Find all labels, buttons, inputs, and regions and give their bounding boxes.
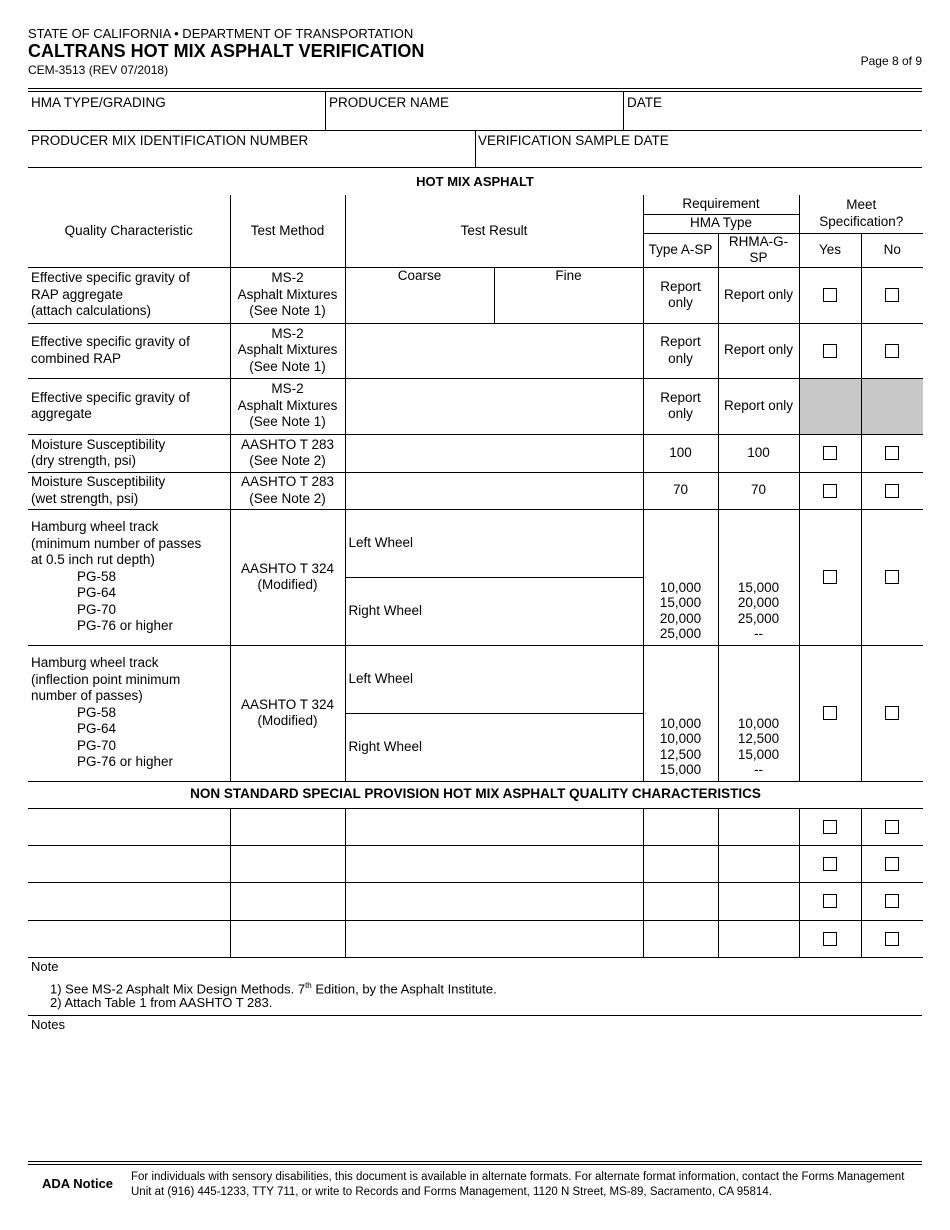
requirement-input[interactable]	[643, 882, 718, 920]
requirement-value: --	[754, 762, 763, 777]
no-cell	[861, 323, 923, 378]
quality-text: Hamburg wheel track	[31, 655, 159, 671]
col-header-quality: Quality Characteristic	[28, 195, 230, 267]
requirement-rhma: 70	[718, 472, 799, 509]
right-wheel-label: Right Wheel	[348, 602, 423, 618]
method-cell	[230, 267, 345, 323]
no-cell	[861, 472, 923, 509]
requirement-rhma: 100	[718, 434, 799, 472]
note-1-text: 1) See MS-2 Asphalt Mix Design Methods. 7	[50, 981, 306, 997]
no-checkbox[interactable]	[885, 288, 899, 302]
yes-cell	[799, 509, 861, 645]
quality-input[interactable]	[28, 920, 230, 957]
no-cell	[861, 267, 923, 323]
table-row	[28, 882, 923, 920]
requirement-value: 10,000	[659, 715, 702, 731]
grade-text: PG-70	[77, 737, 117, 753]
quality-text: combined RAP	[31, 350, 122, 366]
yes-checkbox[interactable]	[823, 894, 837, 908]
producer-name-field[interactable]: PRODUCER NAME	[329, 95, 450, 110]
yes-cell	[799, 267, 861, 323]
no-cell	[861, 882, 923, 920]
yes-checkbox[interactable]	[823, 820, 837, 834]
yes-checkbox[interactable]	[823, 706, 837, 720]
method-cell	[230, 645, 345, 781]
ada-text: For individuals with sensory disabilities, this document is available in alternate formats. For alternate format information, contact the Forms Management Unit at (916) 445-1233, TTY 711, or write to Records and Forms Management, 1120 N Street, MS-89, Sacramento, CA 95814.	[131, 1171, 905, 1198]
method-cell	[230, 378, 345, 434]
hma-type-field[interactable]: HMA TYPE/GRADING	[31, 95, 166, 110]
method-input[interactable]	[230, 808, 345, 845]
requirement-rhma: Report only	[718, 323, 799, 378]
method-text: MS-2	[271, 381, 304, 397]
form-title: CALTRANS HOT MIX ASPHALT VERIFICATION	[28, 41, 425, 61]
table-row	[28, 509, 923, 577]
requirement-rhma: Report only	[718, 378, 799, 434]
col-header-yes: Yes	[799, 233, 861, 267]
requirement-input[interactable]	[643, 808, 718, 845]
method-text: MS-2	[271, 325, 304, 341]
requirement-value: 25,000	[737, 610, 780, 626]
requirement-input[interactable]	[718, 845, 799, 882]
result-input[interactable]	[345, 882, 643, 920]
requirement-input[interactable]	[718, 920, 799, 957]
note-1-sup: th	[305, 981, 312, 990]
yes-cell	[799, 808, 861, 845]
form-number: CEM-3513 (REV 07/2018)	[28, 63, 169, 77]
divider	[28, 91, 922, 92]
quality-text: Effective specific gravity of	[31, 389, 190, 405]
no-checkbox[interactable]	[885, 446, 899, 460]
agency-line: STATE OF CALIFORNIA • DEPARTMENT OF TRANSPORTATION	[28, 26, 414, 41]
no-cell-disabled	[861, 378, 923, 434]
right-wheel-input[interactable]	[345, 577, 643, 645]
method-text: Asphalt Mixtures	[237, 286, 338, 302]
method-text: (See Note 1)	[249, 358, 326, 374]
yes-cell	[799, 845, 861, 882]
quality-text: number of passes)	[31, 688, 143, 704]
method-text: (See Note 1)	[249, 303, 326, 319]
ada-label: ADA Notice	[42, 1176, 114, 1191]
requirement-rhma: Report only	[718, 267, 799, 323]
col-header-rhma: RHMA-G-SP	[718, 233, 799, 267]
method-cell	[230, 434, 345, 472]
page-number: Page 8 of 9	[860, 54, 922, 68]
grade-text: PG-58	[77, 568, 117, 584]
yes-cell	[799, 434, 861, 472]
grade-text: PG-70	[77, 601, 117, 617]
quality-cell	[28, 323, 230, 378]
result-input[interactable]	[345, 472, 643, 509]
notes-input[interactable]	[28, 1036, 922, 1156]
no-checkbox[interactable]	[885, 706, 899, 720]
requirement-input[interactable]	[718, 808, 799, 845]
requirement-type-a	[643, 645, 718, 781]
method-cell	[230, 509, 345, 645]
quality-text: aggregate	[31, 406, 92, 421]
requirement-value: 15,000	[659, 595, 702, 610]
quality-text: (inflection point minimum	[31, 671, 181, 687]
quality-text: at 0.5 inch rut depth)	[31, 552, 155, 568]
divider	[28, 1015, 922, 1016]
mix-id-field[interactable]: PRODUCER MIX IDENTIFICATION NUMBER	[31, 133, 309, 148]
requirement-type-a: 70	[643, 472, 718, 509]
sample-date-field[interactable]: VERIFICATION SAMPLE DATE	[478, 133, 669, 148]
requirement-type-a: Report only	[643, 378, 718, 434]
quality-cell	[28, 509, 230, 645]
no-checkbox[interactable]	[885, 484, 899, 498]
requirement-rhma	[718, 509, 799, 645]
requirement-value: 12,500	[659, 746, 702, 762]
yes-checkbox[interactable]	[823, 857, 837, 871]
yes-cell	[799, 920, 861, 957]
result-input[interactable]	[345, 845, 643, 882]
no-checkbox[interactable]	[885, 344, 899, 358]
requirement-type-a: Report only	[643, 323, 718, 378]
divider	[325, 92, 326, 130]
requirement-value: 12,500	[737, 731, 780, 746]
table-row	[28, 645, 923, 713]
method-cell	[230, 323, 345, 378]
table-row	[28, 434, 923, 472]
result-input[interactable]	[345, 323, 643, 378]
quality-text: (wet strength, psi)	[31, 490, 139, 506]
table-row	[28, 808, 923, 845]
divider	[28, 1161, 922, 1162]
left-wheel-label: Left Wheel	[348, 534, 414, 550]
method-text: (See Note 2)	[249, 490, 326, 506]
quality-text: (dry strength, psi)	[31, 453, 137, 468]
table-row	[28, 323, 923, 378]
no-cell	[861, 920, 923, 957]
col-header-no: No	[861, 233, 923, 267]
yes-checkbox[interactable]	[823, 446, 837, 460]
no-checkbox[interactable]	[885, 820, 899, 834]
method-text: Asphalt Mixtures	[237, 342, 338, 358]
quality-cell	[28, 378, 230, 434]
quality-input[interactable]	[28, 845, 230, 882]
requirement-value: 10,000	[737, 715, 780, 731]
method-text: Asphalt Mixtures	[237, 397, 338, 413]
no-checkbox[interactable]	[885, 894, 899, 908]
col-header-result: Test Result	[345, 195, 643, 267]
divider	[623, 92, 624, 130]
left-wheel-input[interactable]	[345, 645, 643, 713]
requirement-input[interactable]	[718, 882, 799, 920]
method-text: MS-2	[271, 270, 304, 286]
result-input[interactable]	[345, 378, 643, 434]
method-text: (See Note 2)	[249, 453, 326, 468]
right-wheel-input[interactable]	[345, 713, 643, 781]
result-input[interactable]	[345, 434, 643, 472]
coarse-label: Coarse	[397, 267, 442, 283]
no-checkbox[interactable]	[885, 932, 899, 946]
yes-checkbox[interactable]	[823, 932, 837, 946]
fine-label: Fine	[555, 267, 582, 283]
yes-checkbox[interactable]	[823, 288, 837, 302]
requirement-type-a: Report only	[643, 267, 718, 323]
no-cell	[861, 434, 923, 472]
divider	[28, 1164, 922, 1165]
requirement-input[interactable]	[643, 845, 718, 882]
result-input[interactable]	[345, 920, 643, 957]
requirement-value: 15,000	[737, 746, 780, 762]
yes-checkbox[interactable]	[823, 570, 837, 584]
result-coarse-input[interactable]	[345, 267, 494, 323]
yes-cell	[799, 882, 861, 920]
col-header-meet: Meet Specification?	[799, 195, 923, 233]
note-2: 2) Attach Table 1 from AASHTO T 283.	[50, 995, 273, 1010]
note-label: Note	[31, 959, 59, 974]
method-input[interactable]	[230, 920, 345, 957]
method-text: AASHTO T 283	[240, 474, 335, 489]
hma-table	[28, 195, 923, 958]
left-wheel-label: Left Wheel	[348, 670, 414, 686]
no-checkbox[interactable]	[885, 857, 899, 871]
quality-text: (minimum number of passes	[31, 535, 202, 551]
yes-checkbox[interactable]	[823, 484, 837, 498]
no-cell	[861, 645, 923, 781]
method-input[interactable]	[230, 845, 345, 882]
col-header-hma-type: HMA Type	[643, 214, 799, 233]
quality-input[interactable]	[28, 808, 230, 845]
method-input[interactable]	[230, 882, 345, 920]
quality-text: Effective specific gravity of	[31, 334, 190, 349]
no-cell	[861, 509, 923, 645]
form-header	[28, 26, 424, 77]
method-text: (Modified)	[257, 577, 318, 592]
date-field[interactable]: DATE	[627, 95, 663, 110]
no-checkbox[interactable]	[885, 570, 899, 584]
table-row	[28, 378, 923, 434]
quality-text: Moisture Susceptibility	[31, 474, 166, 489]
left-wheel-input[interactable]	[345, 509, 643, 577]
divider	[28, 88, 922, 89]
yes-cell	[799, 645, 861, 781]
result-fine-input[interactable]	[494, 267, 643, 323]
requirement-value: 20,000	[659, 610, 702, 626]
grade-text: PG-76 or higher	[77, 618, 174, 634]
no-cell	[861, 808, 923, 845]
method-text: (See Note 1)	[249, 414, 326, 430]
section-title: HOT MIX ASPHALT	[416, 174, 534, 189]
quality-text: RAP aggregate	[31, 286, 124, 302]
col-header-method: Test Method	[230, 195, 345, 267]
col-header-requirement: Requirement	[643, 195, 799, 214]
quality-cell	[28, 645, 230, 781]
note-1-text: Edition, by the Asphalt Institute.	[311, 981, 497, 997]
table-row	[28, 920, 923, 957]
requirement-value: 15,000	[659, 762, 702, 777]
result-input[interactable]	[345, 808, 643, 845]
requirement-rhma	[718, 645, 799, 781]
divider	[28, 167, 922, 168]
quality-text: Moisture Susceptibility	[31, 436, 166, 452]
grade-text: PG-64	[77, 585, 117, 601]
grade-text: PG-76 or higher	[77, 754, 174, 770]
no-cell	[861, 845, 923, 882]
yes-cell	[799, 472, 861, 509]
yes-cell-disabled	[799, 378, 861, 434]
col-header-type-a: Type A-SP	[643, 233, 718, 267]
yes-checkbox[interactable]	[823, 344, 837, 358]
method-text: AASHTO T 324	[240, 696, 335, 712]
yes-cell	[799, 323, 861, 378]
divider	[475, 131, 476, 167]
method-text: (Modified)	[257, 713, 318, 728]
table-row	[28, 267, 923, 323]
requirement-input[interactable]	[643, 920, 718, 957]
quality-cell	[28, 472, 230, 509]
table-row	[28, 845, 923, 882]
quality-input[interactable]	[28, 882, 230, 920]
quality-text: Effective specific gravity of	[31, 270, 190, 286]
requirement-value: 15,000	[737, 579, 780, 595]
requirement-value: 10,000	[659, 731, 702, 746]
grade-text: PG-64	[77, 721, 117, 737]
requirement-value: --	[754, 626, 763, 641]
quality-cell	[28, 267, 230, 323]
requirement-type-a	[643, 509, 718, 645]
requirement-type-a: 100	[643, 434, 718, 472]
requirement-value: 10,000	[659, 579, 702, 595]
quality-cell	[28, 434, 230, 472]
quality-text: (attach calculations)	[31, 303, 152, 319]
notes-label: Notes	[31, 1017, 65, 1032]
quality-text: Hamburg wheel track	[31, 519, 159, 535]
method-text: AASHTO T 283	[240, 436, 335, 452]
requirement-value: 25,000	[659, 626, 702, 641]
right-wheel-label: Right Wheel	[348, 738, 423, 754]
nonstandard-section-title: NON STANDARD SPECIAL PROVISION HOT MIX ASPHALT QUALITY CHARACTERISTICS	[28, 781, 923, 808]
method-cell	[230, 472, 345, 509]
grade-text: PG-58	[77, 704, 117, 720]
method-text: AASHTO T 324	[240, 560, 335, 576]
table-row	[28, 472, 923, 509]
requirement-value: 20,000	[737, 595, 780, 610]
